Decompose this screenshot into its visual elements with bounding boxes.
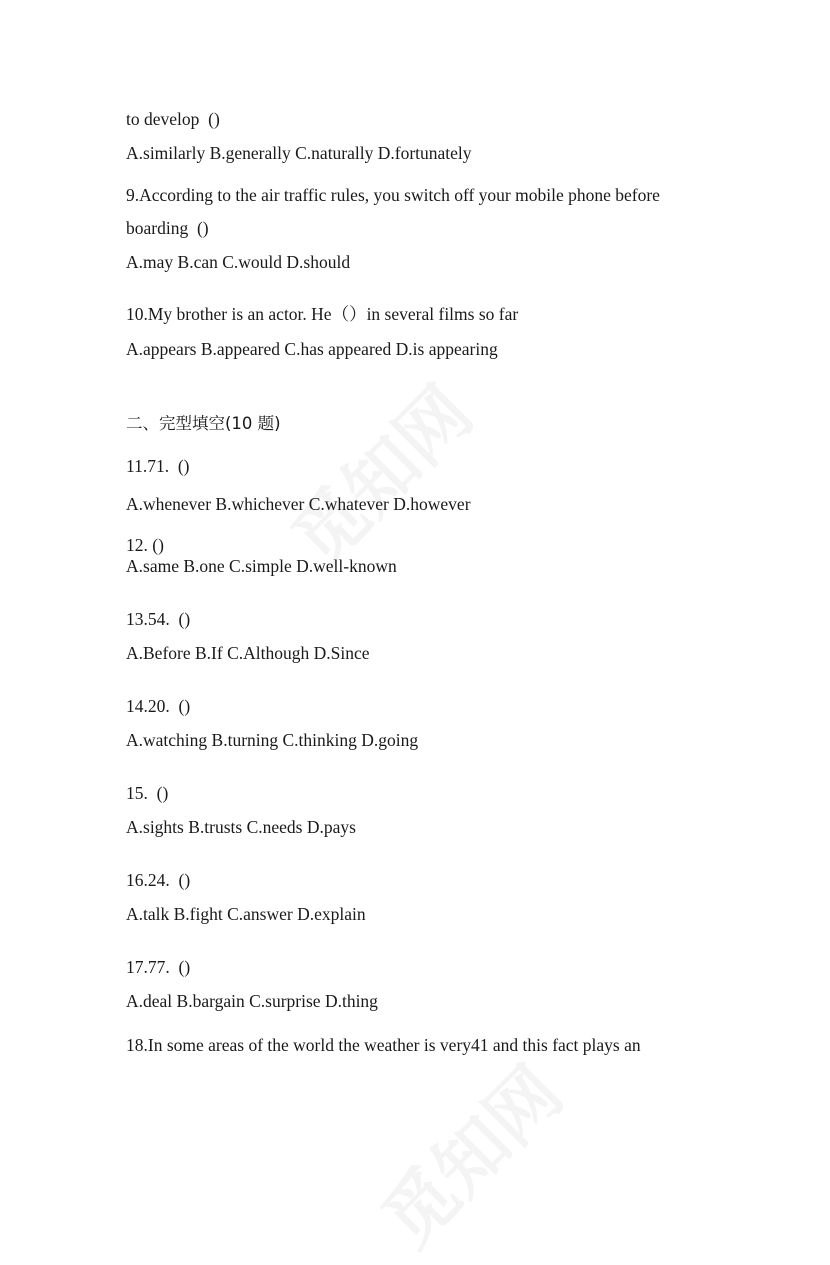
question-12: 12. () (126, 535, 164, 555)
question-15: 15. () (126, 783, 169, 803)
answer-options: A.appears B.appeared C.has appeared D.is appearing (126, 339, 498, 359)
section-heading: 二、完型填空(10 题) (126, 414, 281, 433)
question-18: 18.In some areas of the world the weather is very41 and this fact plays an (126, 1035, 641, 1055)
answer-options: A.sights B.trusts C.needs D.pays (126, 817, 356, 837)
answer-options: A.Before B.If C.Although D.Since (126, 643, 370, 663)
text-line: boarding () (126, 218, 209, 238)
question-13: 13.54. () (126, 609, 191, 629)
question-11: 11.71. () (126, 456, 190, 476)
question-16: 16.24. () (126, 870, 191, 890)
answer-options: A.similarly B.generally C.naturally D.fortunately (126, 143, 472, 163)
answer-options: A.may B.can C.would D.should (126, 252, 351, 272)
watermark (265, 359, 491, 585)
answer-options: A.deal B.bargain C.surprise D.thing (126, 991, 378, 1011)
answer-options: A.same B.one C.simple D.well-known (126, 556, 397, 576)
text-line: to develop () (126, 109, 220, 129)
answer-options: A.whenever B.whichever C.whatever D.however (126, 494, 471, 514)
question-9: 9.According to the air traffic rules, you switch off your mobile phone before (126, 185, 660, 205)
answer-options: A.watching B.turning C.thinking D.going (126, 730, 419, 750)
question-10: 10.My brother is an actor. He（）in several films so far (126, 304, 519, 324)
question-17: 17.77. () (126, 957, 191, 977)
answer-options: A.talk B.fight C.answer D.explain (126, 904, 366, 924)
question-14: 14.20. () (126, 696, 191, 716)
watermark-bottom (355, 1039, 581, 1265)
